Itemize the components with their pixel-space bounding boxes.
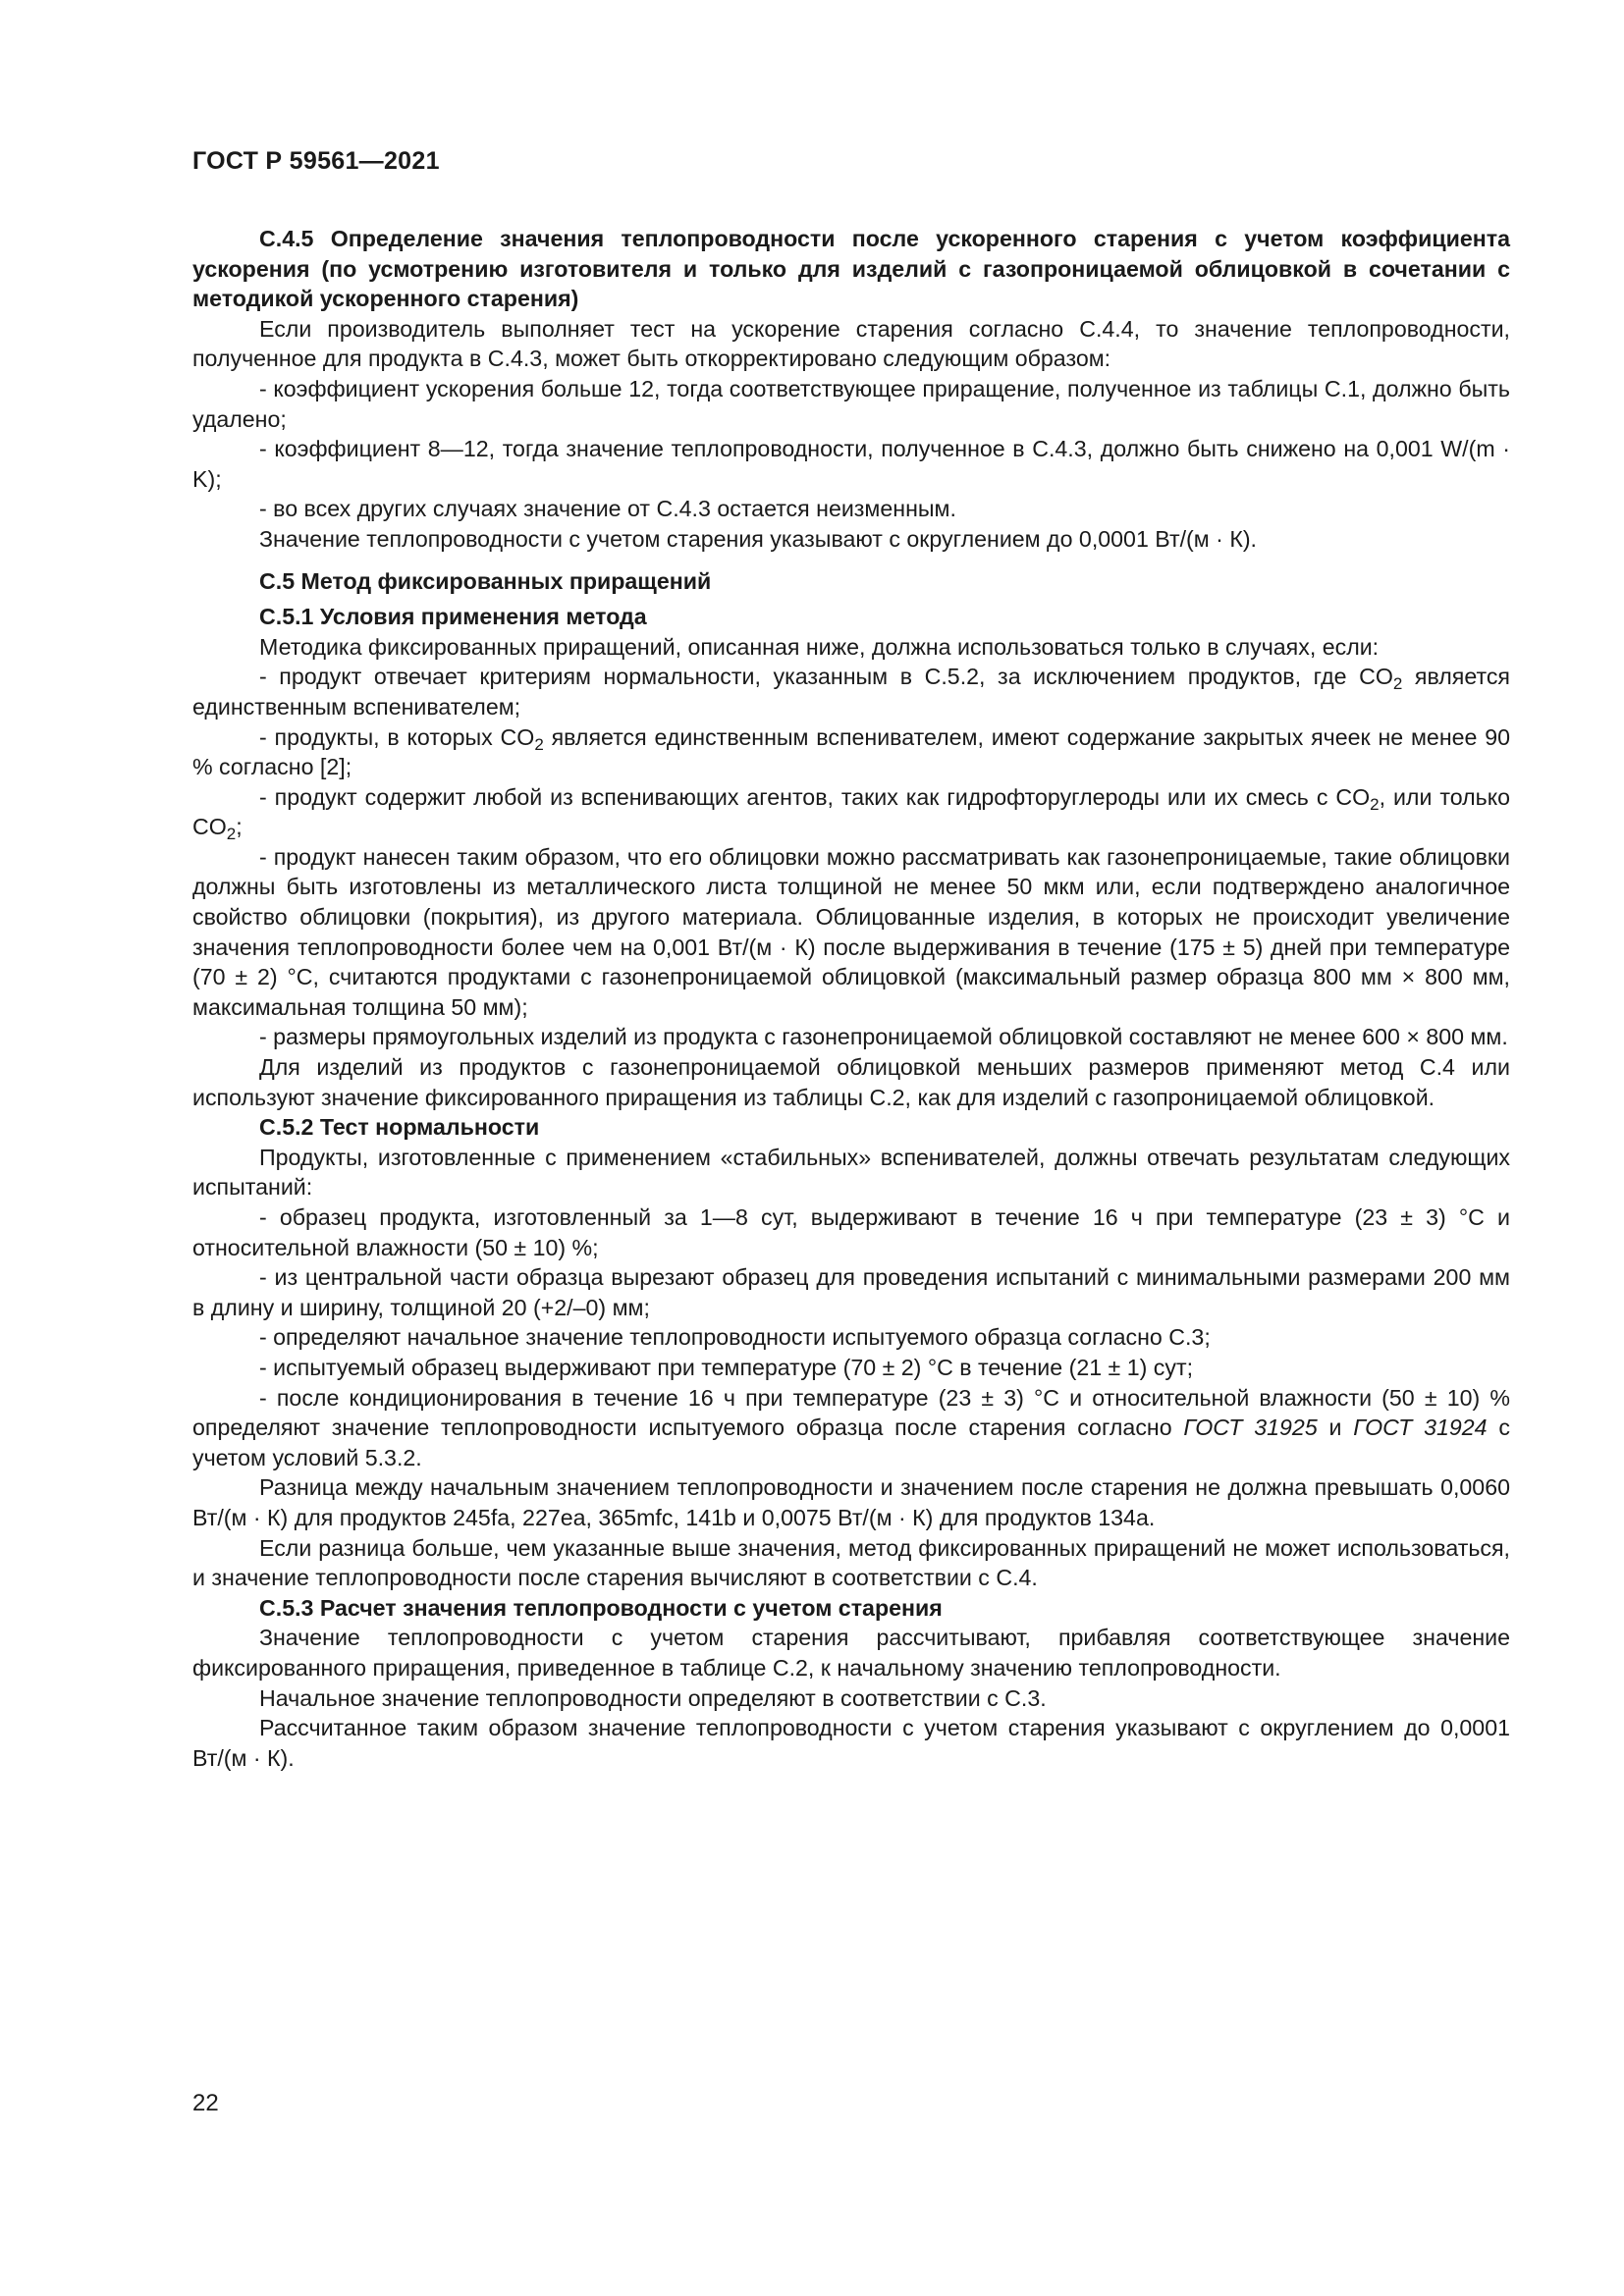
list-item: - размеры прямоугольных изделий из продукта с газонепроницаемой облицовкой составляют не менее 600 × 800 мм. (259, 1024, 1508, 1050)
document-body (192, 224, 1510, 1773)
paragraph: Для изделий из продуктов с газонепроницаемой облицовкой меньших размеров применяют метод С.4 или используют значение фиксированного приращения из таблицы С.2, как для изделий с газопроницаемой облицовкой. (192, 1054, 1510, 1110)
paragraph: Продукты, изготовленные с применением «стабильных» вспенивателей, должны отвечать результатам следующих испытаний: (192, 1144, 1510, 1201)
section-heading-c5: С.5 Метод фиксированных приращений (259, 567, 712, 594)
section-heading-c5-3: С.5.3 Расчет значения теплопроводности с учетом старения (259, 1594, 943, 1621)
standard-reference: ГОСТ 31924 (1353, 1415, 1488, 1441)
paragraph: Значение теплопроводности с учетом старения рассчитывают, прибавляя соответствующее значение фиксированного приращения, приведенное в таблице С.2, к начальному значению теплопроводности. (192, 1625, 1510, 1681)
section-heading-c4-5: С.4.5 Определение значения теплопроводности после ускоренного старения с учетом коэффициента ускорения (по усмотрению изготовителя и только для изделий с газопроницаемой облицовкой в сочетании с методикой ускоренного старения) (192, 226, 1510, 312)
paragraph: Методика фиксированных приращений, описанная ниже, должна использоваться только в случаях, если: (259, 633, 1380, 660)
list-item: - из центральной части образца вырезают образец для проведения испытаний с минимальными размерами 200 мм в длину и ширину, толщиной 20 (+2/–0) мм; (192, 1264, 1510, 1320)
list-item: - испытуемый образец выдерживают при температуре (70 ± 2) °С в течение (21 ± 1) сут; (259, 1354, 1194, 1380)
list-item: - коэффициент 8—12, тогда значение теплопроводности, полученное в С.4.3, должно быть снижено на 0,001 W/(m · K); (192, 436, 1510, 492)
paragraph: Рассчитанное таким образом значение теплопроводности с учетом старения указывают с округлением до 0,0001 Вт/(м · К). (192, 1715, 1510, 1771)
list-item: - продукт отвечает критериям нормальности, указанным в С.5.2, за исключением продуктов, где $CO_2$ является единственным вспенивателем; (192, 664, 1510, 720)
list-item: - во всех других случаях значение от С.4.3 остается неизменным. (259, 496, 956, 522)
list-item: - продукт содержит любой из вспенивающих агентов, таких как гидрофторуглероды или их смесь с $CO_2$, или только $CO_2$; (192, 783, 1511, 844)
list-item: - коэффициент ускорения больше 12, тогда соответствующее приращение, полученное из таблицы С.1, должно быть удалено; (192, 375, 1510, 432)
section-heading-c5-2: С.5.2 Тест нормальности (259, 1114, 540, 1141)
list-item: - продукты, в которых $CO_2$ является единственным вспенивателем, имеют содержание закрытых ячеек не менее 90 % согласно [2]; (192, 723, 1510, 780)
standard-reference: ГОСТ 31925 (1183, 1415, 1318, 1441)
section-heading-c5-1: С.5.1 Условия применения метода (259, 604, 647, 630)
list-item: - продукт нанесен таким образом, что его облицовки можно рассматривать как газонепроницаемые, такие облицовки должны быть изготовлены из металлического листа толщиной не менее 50 мкм или, если подтверждено аналогичное свойство облицовки (покрытия), из другого материала. Облицованные изделия, в которых не происходит увеличение значения теплопроводности более чем на 0,001 Вт/(м · К) после выдерживания в течение (175 ± 5) дней при температуре (70 ± 2) °С, считаются продуктами с газонепроницаемой облицовкой (максимальный размер образца 800 мм × 800 мм, максимальная толщина 50 мм); (192, 843, 1510, 1020)
document-header: ГОСТ Р 59561—2021 (192, 147, 440, 175)
page-number: 22 (192, 2090, 219, 2116)
paragraph: Значение теплопроводности с учетом старения указывают с округлением до 0,0001 Вт/(м · К). (259, 525, 1257, 552)
paragraph: Если разница больше, чем указанные выше значения, метод фиксированных приращений не может использоваться, и значение теплопроводности после старения вычисляют в соответствии с С.4. (192, 1534, 1510, 1591)
paragraph: Если производитель выполняет тест на ускорение старения согласно С.4.4, то значение теплопроводности, полученное для продукта в С.4.3, может быть откорректировано следующим образом: (192, 315, 1510, 372)
paragraph: Начальное значение теплопроводности определяют в соответствии с С.3. (259, 1684, 1047, 1711)
paragraph: Разница между начальным значением теплопроводности и значением после старения не должна превышать 0,0060 Вт/(м · К) для продуктов 245fa, 227ea, 365mfc, 141b и 0,0075 Вт/(м · К) для продуктов 134a. (192, 1474, 1510, 1530)
list-item: - образец продукта, изготовленный за 1—8 сут, выдерживают в течение 16 ч при температуре (23 ± 3) °С и относительной влажности (50 ± 10) %; (192, 1204, 1510, 1260)
list-item: - определяют начальное значение теплопроводности испытуемого образца согласно С.3; (259, 1324, 1211, 1351)
list-item: - после кондиционирования в течение 16 ч при температуре (23 ± 3) °С и относительной влажности (50 ± 10) % определяют значение теплопроводности испытуемого образца после старения согласно ГОСТ 31925 и ГОСТ 31924 с учетом условий 5.3.2. (192, 1384, 1510, 1470)
